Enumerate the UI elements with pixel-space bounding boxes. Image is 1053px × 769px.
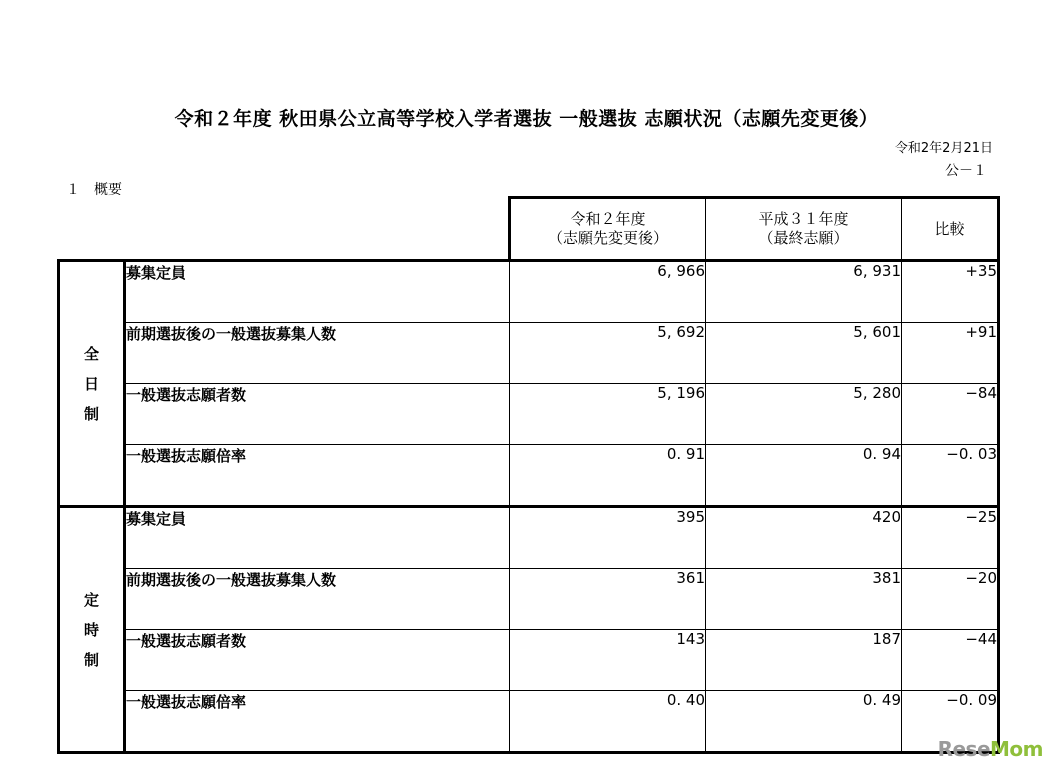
group-char: 制 (83, 404, 99, 423)
previous-value: 420 (706, 507, 902, 569)
diff-value: −25 (902, 507, 999, 569)
row-label: 前期選抜後の一般選抜募集人数 (125, 569, 510, 630)
current-value: 395 (510, 507, 706, 569)
group-label-parttime (59, 507, 125, 753)
section-number: １ (66, 182, 80, 198)
resemom-watermark-logo (938, 737, 1043, 761)
previous-value: 6, 931 (706, 261, 902, 323)
previous-value: 0. 94 (706, 445, 902, 507)
column-header-line1: 比較 (934, 219, 965, 238)
column-header-line1: 平成３１年度 (758, 210, 849, 228)
diff-value: +91 (902, 323, 999, 384)
document-date: 令和2年2月21日 (894, 141, 993, 156)
current-value: 361 (510, 569, 706, 630)
row-label: 一般選抜志願倍率 (125, 691, 510, 753)
column-header-comparison (902, 198, 999, 261)
group-char: 制 (83, 650, 99, 669)
column-header-previous (706, 198, 902, 261)
table-row (59, 384, 999, 445)
diff-value: −0. 03 (902, 445, 999, 507)
column-header-line2: （最終志願） (758, 229, 849, 247)
diff-value: −20 (902, 569, 999, 630)
table-row (59, 507, 999, 569)
group-char: 全 (83, 344, 99, 363)
previous-value: 381 (706, 569, 902, 630)
row-label: 一般選抜志願者数 (125, 384, 510, 445)
row-label: 一般選抜志願倍率 (125, 445, 510, 507)
group-char: 日 (83, 374, 99, 393)
header-blank (59, 198, 125, 261)
group-label-fulltime (59, 261, 125, 507)
table-header-row (59, 198, 999, 261)
section-label: 概要 (94, 182, 122, 198)
document-code: 公－１ (945, 163, 987, 179)
row-label: 募集定員 (125, 261, 510, 323)
diff-value: −84 (902, 384, 999, 445)
summary-table (57, 196, 1000, 754)
table-row (59, 630, 999, 691)
table-row (59, 691, 999, 753)
row-label: 前期選抜後の一般選抜募集人数 (125, 323, 510, 384)
table-row (59, 261, 999, 323)
table-row (59, 569, 999, 630)
column-header-line2: （志願先変更後） (547, 229, 668, 247)
group-char: 定 (83, 590, 99, 609)
table-row (59, 323, 999, 384)
watermark-part2: Mom (990, 737, 1043, 761)
row-label: 一般選抜志願者数 (125, 630, 510, 691)
current-value: 0. 40 (510, 691, 706, 753)
column-header-line1: 令和２年度 (570, 210, 646, 228)
header-blank (125, 198, 510, 261)
current-value: 143 (510, 630, 706, 691)
previous-value: 0. 49 (706, 691, 902, 753)
watermark-part1: Rese (937, 737, 991, 761)
diff-value: +35 (902, 261, 999, 323)
previous-value: 5, 601 (706, 323, 902, 384)
current-value: 0. 91 (510, 445, 706, 507)
previous-value: 5, 280 (706, 384, 902, 445)
diff-value: −44 (902, 630, 999, 691)
diff-value: −0. 09 (902, 691, 999, 753)
page-title: 令和２年度 秋田県公立高等学校入学者選抜 一般選抜 志願状況（志願先変更後） (174, 108, 879, 130)
current-value: 5, 692 (510, 323, 706, 384)
column-header-current (510, 198, 706, 261)
table-row (59, 445, 999, 507)
row-label: 募集定員 (125, 507, 510, 569)
current-value: 6, 966 (510, 261, 706, 323)
current-value: 5, 196 (510, 384, 706, 445)
group-char: 時 (83, 620, 99, 639)
previous-value: 187 (706, 630, 902, 691)
